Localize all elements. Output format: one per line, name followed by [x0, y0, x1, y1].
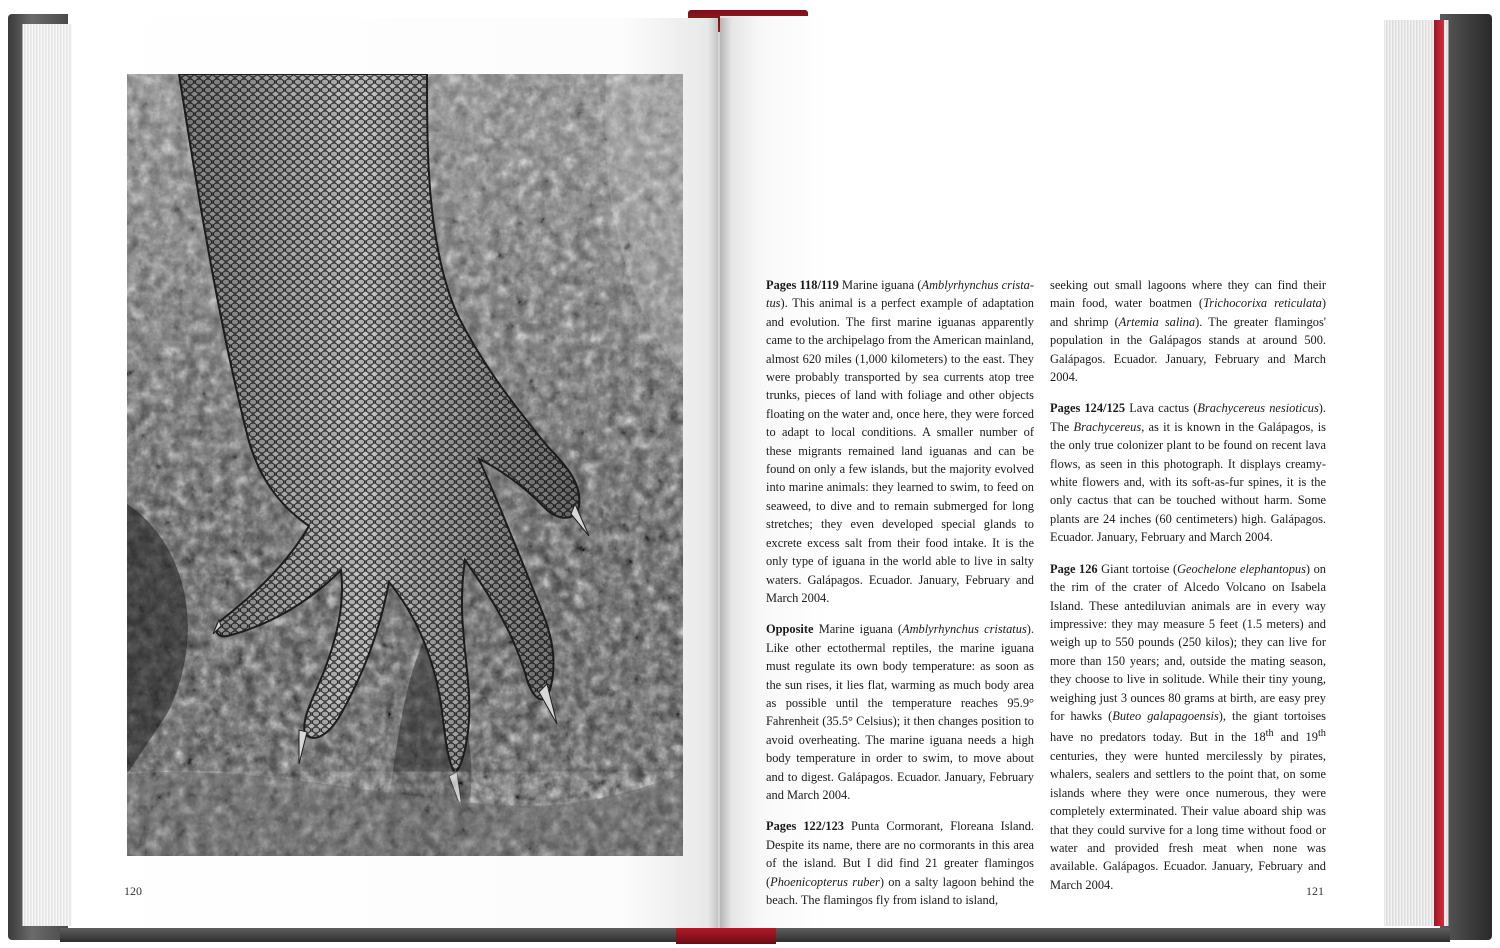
caption-text: Marine iguana ( — [838, 278, 922, 292]
caption-text: ) on a salty lagoon behind the beach. The flamingos fly from island to island, — [766, 874, 1034, 907]
caption-text: seeking out small lagoons where they can find their main food, water boatmen ( — [1050, 278, 1326, 311]
caption-heading: Opposite — [766, 622, 814, 637]
species-name: Phoenicopterus ruber — [770, 874, 880, 889]
caption-pages-118-119 — [766, 276, 1034, 607]
page-number-left: 120 — [124, 884, 142, 898]
red-endpaper-right-edge — [1434, 20, 1444, 926]
caption-text: ). Like other ectothermal reptiles, the marine iguana must regulate its own body temperature: as soon as the sun rises, it lies flat, warming as much body area as possible until the temperature reaches 95.9° Fahrenheit (35.5° Celsius); it then changes position to avoid overheating. The marine iguana needs a high body temperature in order to swim, to move about and to digest. Galápagos. Ecuador. January, February and March 2004. — [766, 622, 1034, 802]
species-name: Geochelone elephantopus — [1177, 561, 1306, 576]
caption-flamingos-continued — [1050, 276, 1326, 386]
species-name: Amblyrhynchus crista-tus — [766, 278, 1034, 311]
book-gutter-shadow — [708, 18, 732, 928]
photo-illustration — [127, 74, 683, 856]
caption-heading: Pages 122/123 — [766, 819, 844, 834]
caption-column-1 — [766, 276, 1034, 922]
caption-page-126 — [1050, 560, 1326, 894]
caption-pages-124-125 — [1050, 399, 1326, 546]
species-name: Amblyrhynchus cristatus — [902, 622, 1027, 637]
caption-text: ) on the rim of the crater of Alcedo Volcano on Isabela Island. These antediluvian animals are in every way impressive: they may measure 5 feet (1.5 meters) and weigh up to 550 pounds (250 kilos); they can live for more than 150 years; and, outside the mating season, they choose to live in solitude. While their tiny young, weighing just 3 ounces 80 grams at birth, are easy prey for hawks ( — [1050, 561, 1326, 723]
caption-heading: Pages 124/125 — [1050, 401, 1126, 416]
caption-text: centuries, they were hunted mercilessly by pirates, whalers, sealers and settlers to the point that, on some islands where they were once numerous, they were completely exterminated. Their value aboard ship was that they could survive for a long time without food or water and provided fresh meat when none was available. Galápagos. Ecuador. January, February and March 2004. — [1050, 748, 1326, 892]
caption-heading: Page 126 — [1050, 561, 1098, 576]
caption-text: Giant tortoise ( — [1097, 561, 1178, 576]
caption-column-2 — [1050, 276, 1326, 907]
caption-text: ). The — [1050, 401, 1326, 434]
iguana-foot-photograph — [127, 74, 683, 856]
caption-pages-122-123 — [766, 817, 1034, 909]
species-name: Trichocorixa reticulata — [1203, 296, 1322, 311]
caption-text: Punta Cormorant, Floreana Island. Despite its name, there are no cormorants in this area of the island. But I did find 21 greater flamingos ( — [766, 819, 1034, 889]
caption-text: ). This animal is a perfect example of adaptation and evolution. The first marine iguanas apparently came to the archipelago from the American mainland, almost 620 miles (1,000 kilometers) to the east. They were probably transported by sea currents atop tree trunks, pieces of land with foliage and other objects floating on the water and, once here, they were forced to adapt to local conditions. A smaller number of these migrants remained land iguanas and can be found on only a few islands, but the majority evolved into marine animals: they learned to swim, to feed on seaweed, to dive and to remain submerged for long stretches; they even developed special glands to excrete excess salt from their food intake. It is the only type of iguana in the world able to live in salty waters. Galápagos. Ecuador. January, February and March 2004. — [766, 296, 1034, 605]
species-name: Brachycereus — [1073, 419, 1142, 434]
caption-opposite — [766, 620, 1034, 804]
species-name: Artemia salina — [1118, 314, 1196, 329]
caption-heading: Pages 118/119 — [766, 278, 839, 292]
caption-text: ). The greater flamingos' population in the Galápagos stands at around 500. Galápagos. Ecuador. January, February and March 2004. — [1050, 314, 1327, 385]
caption-text: and 19 — [1273, 730, 1318, 745]
caption-text: Lava cactus ( — [1125, 401, 1198, 416]
page-number-right: 121 — [1306, 884, 1324, 898]
species-name: Buteo galapagoensis — [1112, 708, 1219, 723]
caption-text: Marine iguana ( — [813, 622, 903, 637]
red-endpaper-bottom — [676, 928, 776, 944]
caption-text: , as it is known in the Galápagos, is the only true colonizer plant to be found on recent lava flows, as seen in this photograph. It displays creamy-white flowers and, with its soft-as-fur spines, it is the only cactus that can be touched without harm. Some plants are 24 inches (60 centimeters) high. Galápagos. Ecuador. January, February and March 2004. — [1050, 419, 1326, 545]
species-name: Brachycereus nesioticus — [1197, 401, 1319, 416]
caption-text: ), the giant tortoises have no predators today. But in the 18 — [1050, 708, 1326, 745]
ordinal-suffix: th — [1317, 728, 1326, 740]
ordinal-suffix: th — [1265, 728, 1274, 740]
caption-text: ) and shrimp ( — [1050, 296, 1326, 329]
